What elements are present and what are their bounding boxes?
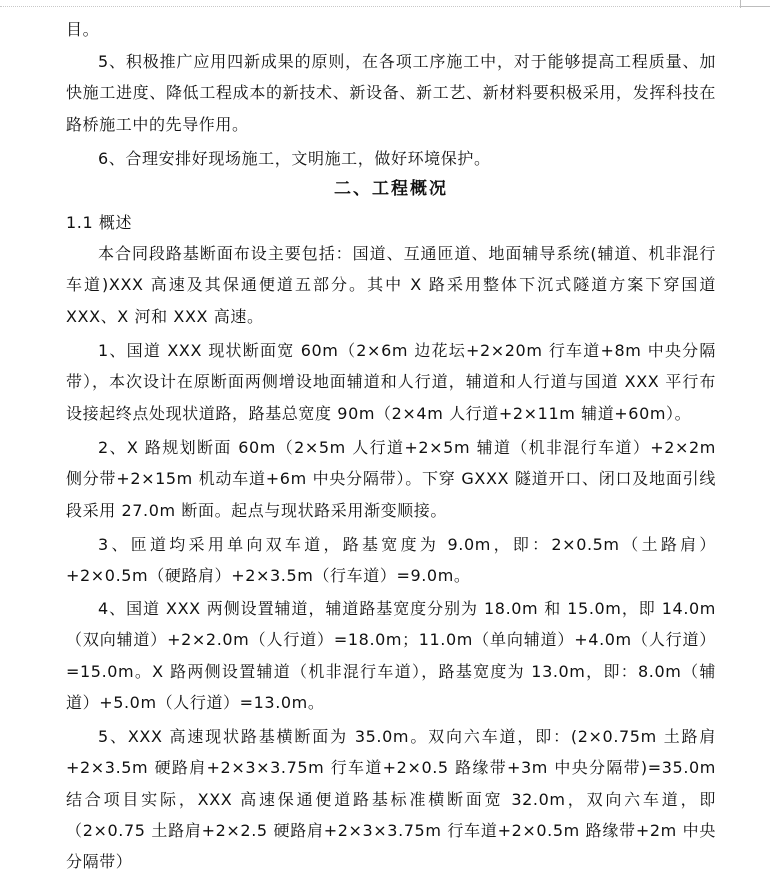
paragraph-overview-intro: 本合同段路基断面布设主要包括：国道、互通匝道、地面辅导系统(辅道、机非混行车道)XXX 高速及其保通便道五部分。其中 X 路采用整体下沉式隧道方案下穿国道 XXX、X 河和 XXX 高速。 (66, 244, 716, 326)
paragraph-principle-6: 6、合理安排好现场施工，文明施工，做好环境保护。 (98, 149, 491, 168)
paragraph-item-3: 3、匝道均采用单向双车道，路基宽度为 9.0m，即：2×0.5m（土路肩）+2×0.5m（硬路肩）+2×3.5m（行车道）=9.0m。 (66, 535, 716, 586)
section-heading: 二、工程概况 (334, 179, 448, 199)
paragraph-fragment: 目。 (66, 20, 100, 39)
margin-corner-mark-horizontal (740, 6, 770, 7)
paragraph-item-4: 4、国道 XXX 两侧设置辅道，辅道路基宽度分别为 18.0m 和 15.0m，即 14.0m（双向辅道）+2×2.0m（人行道）=18.0m；11.0m（单向辅道）+4.0m（人行道）=15.0m。X 路两侧设置辅道（机非混行车道），路基宽度为 13.0m，即：8.0m（辅道）+5.0m（人行道）=13.0m。 (66, 599, 716, 712)
paragraph-item-5: 5、XXX 高速现状路基横断面为 35.0m。双向六车道，即：(2×0.75m 土路肩+2×3.5m 硬路肩+2×3×3.75m 行车道+2×0.5 路缘带+3m 中央分隔带)=35.0m 结合项目实际，XXX 高速保通便道路基标准横断面宽 32.0m，双向六车道，即（2×0.75 土路肩+2×2.5 硬路肩+2×3×3.75m 行车道+2×0.5m 路缘带+2m 中央分隔带） (66, 727, 716, 872)
paragraph-principle-5: 5、积极推广应用四新成果的原则，在各项工序施工中，对于能够提高工程质量、加快施工进度、降低工程成本的新技术、新设备、新工艺、新材料要积极采用，发挥科技在路桥施工中的先导作用。 (66, 52, 716, 134)
paragraph-item-2: 2、X 路规划断面 60m（2×5m 人行道+2×5m 辅道（机非混行车道）+2×2m 侧分带+2×15m 机动车道+6m 中央分隔带）。下穿 GXXX 隧道开口、闭口及地面引线段采用 27.0m 断面。起点与现状路采用渐变顺接。 (66, 438, 716, 520)
subsection-heading: 1.1 概述 (66, 213, 133, 232)
paragraph-item-1: 1、国道 XXX 现状断面宽 60m（2×6m 边花坛+2×20m 行车道+8m 中央分隔带），本次设计在原断面两侧增设地面辅道和人行道，辅道和人行道与国道 XXX 平行布设接起终点处现状道路，路基总宽度 90m（2×4m 人行道+2×11m 辅道+60m）。 (66, 341, 716, 423)
page-top-border (0, 6, 740, 7)
